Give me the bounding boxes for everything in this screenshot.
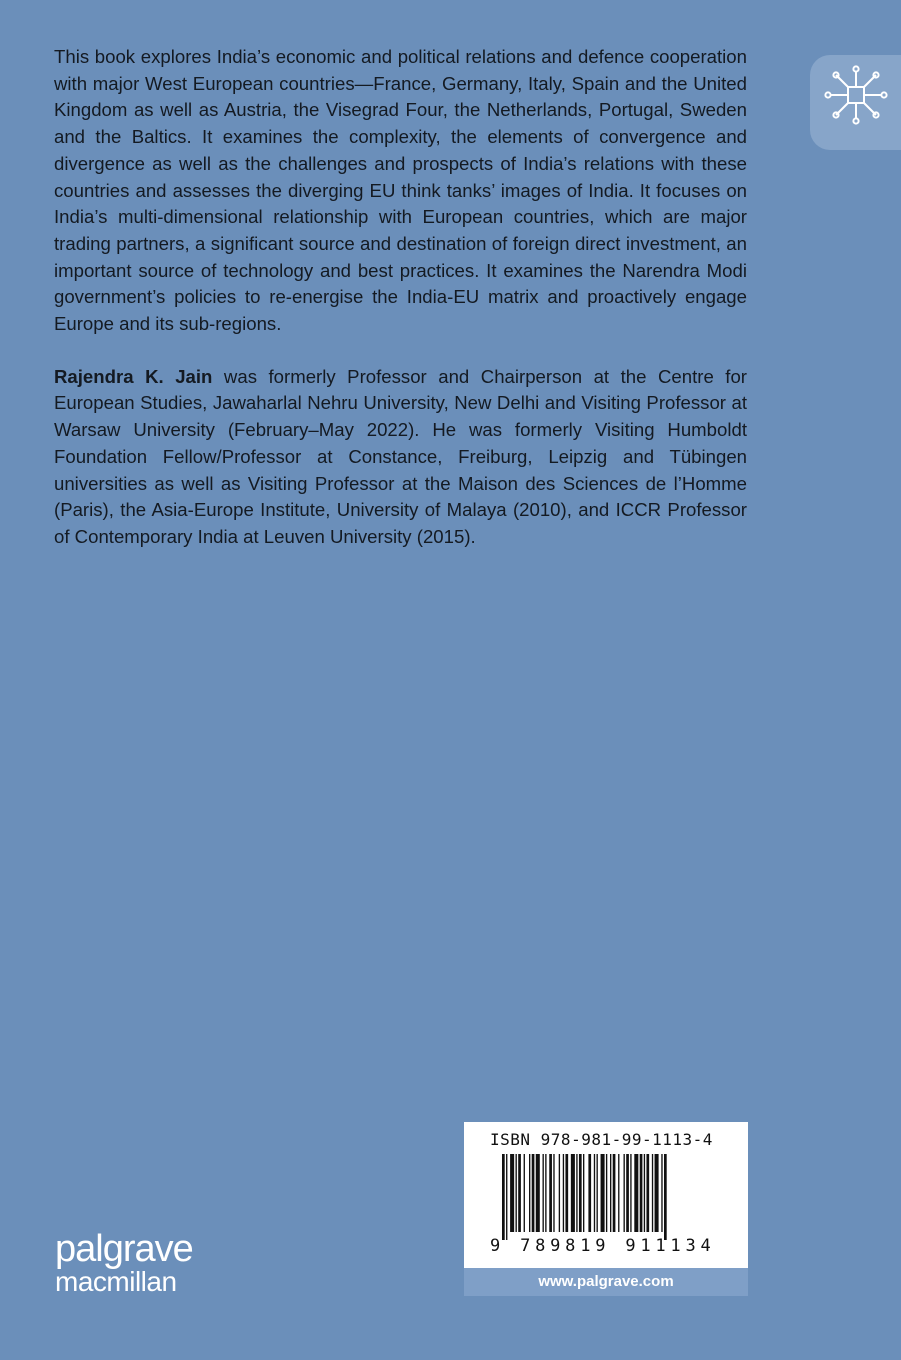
barcode-bar [613,1154,616,1232]
barcode-bar [664,1154,667,1240]
barcode-bar [516,1154,517,1232]
barcode-bar [510,1154,514,1232]
barcode-digits: 9 789819 911134 [490,1236,716,1256]
barcode-bar [576,1154,577,1232]
barcode-bar [618,1154,619,1232]
barcode-bar [545,1154,546,1232]
barcode-bar [524,1154,525,1232]
barcode-bar [579,1154,582,1232]
barcode-bar [634,1154,638,1232]
barcode-bar [597,1154,598,1232]
barcode-bar [529,1154,530,1232]
palgrave-network-icon [824,63,888,127]
barcode-bar [532,1154,535,1232]
barcode-bar [640,1154,643,1232]
publisher-logo [55,1230,193,1296]
barcode-bar [502,1154,505,1240]
barcode-bar [559,1154,560,1232]
isbn-barcode [464,1122,748,1268]
barcode-bar [563,1154,564,1232]
barcode-bar [606,1154,607,1232]
barcode-bar [536,1154,540,1232]
barcode-bar [571,1154,575,1232]
barcode-bar [624,1154,625,1232]
publisher-name-line2: macmillan [55,1266,177,1297]
barcode-bar [583,1154,584,1232]
isbn-label: ISBN 978-981-99-1113-4 [490,1130,713,1149]
barcode-bar [630,1154,631,1232]
barcode-bar [549,1154,552,1232]
barcode-bar [610,1154,611,1232]
barcode-bar [652,1154,653,1232]
author-bio: was formerly Professor and Chairperson at the Centre for European Studies, Jawaharlal Nehru University, New Delhi and Visiting Professor at Warsaw University (February–May 2022). He was formerly Visiting Humboldt Foundation Fellow/Professor at Constance, Freiburg, Leipzig and Tübingen universities as well as Visiting Professor at the Maison des Sciences de l’Homme (Paris), the Asia-Europe Institute, University of Malaya (2010), and ICCR Professor of Contemporary India at Leuven University (2015). [54,365,747,547]
barcode-bar [553,1154,554,1232]
barcode-bar [565,1154,568,1232]
barcode-bar [661,1154,662,1232]
barcode-bar [644,1154,645,1232]
description-paragraph: This book explores India’s economic and political relations and defence cooperation with major West European countries—France, Germany, Italy, Spain and the United Kingdom as well as Austria, the Visegrad Four, the Netherlands, Portugal, Sweden and the Baltics. It examines the complexity, the elements of convergence and divergence as well as the challenges and prospects of India’s relations with these countries and assesses the diverging EU think tanks’ images of India. It focuses on India’s multi-dimensional relationship with European countries, which are major trading partners, a significant source and destination of foreign direct investment, an important source of technology and best practices. It examines the Narendra Modi government’s policies to re-energise the India-EU matrix and proactively engage Europe and its sub-regions. [54,46,747,335]
barcode-bar [594,1154,595,1232]
barcode-bar [626,1154,629,1232]
publisher-name-line1: palgrave [55,1228,193,1270]
barcode-bar [601,1154,605,1232]
barcode-bar [655,1154,659,1232]
book-blurb [54,44,747,551]
author-name: Rajendra K. Jain [54,365,213,387]
barcode-bar [543,1154,544,1232]
barcode-bar [588,1154,591,1232]
barcode-bar [506,1154,507,1240]
barcode-bar [646,1154,649,1232]
publisher-url: www.palgrave.com [464,1268,748,1296]
barcode-bar [518,1154,521,1232]
author-paragraph [54,364,747,551]
barcode-bars [502,1154,712,1240]
palgrave-logo-tab [810,55,901,150]
